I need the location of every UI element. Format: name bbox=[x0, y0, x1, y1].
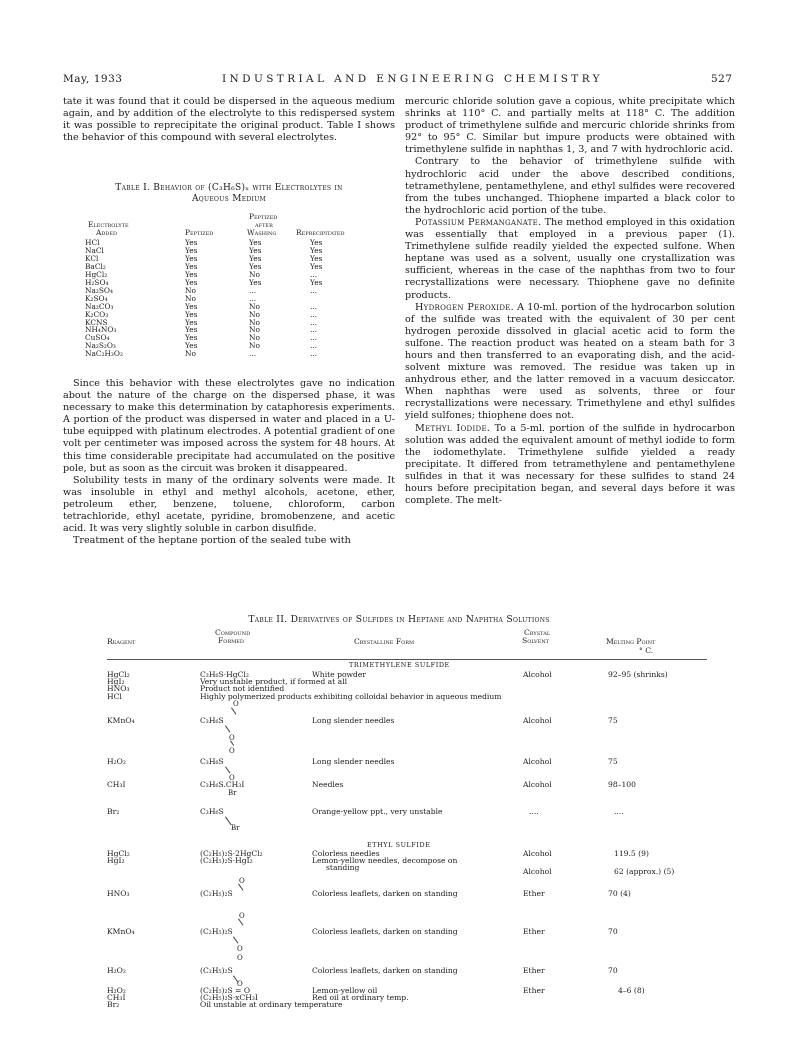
table2-cell-form: Red oil at ordinary temp. bbox=[312, 993, 409, 1002]
right-paragraph-1: mercuric chloride solution gave a copious, white precipitate which shrinks at 110° C. and partially melts at 118° C. The addition product of trimethylene sulfide and mercuric chloride shrinks from 92° to 95° C. Similar but impure products were obtained with trimethylene sulfide in naphthas 1, 3, and 7 with hydrochloric acid. bbox=[405, 96, 735, 156]
table1-cell-electrolyte: KCNS bbox=[85, 317, 108, 327]
table1-cell-electrolyte: K₂CO₃ bbox=[85, 309, 109, 319]
table2-note: Product not identified bbox=[200, 684, 285, 694]
table1-cell-reprecipitated: ... bbox=[310, 269, 318, 279]
left-paragraph-2: Since this behavior with these electrolytes gave no indication about the nature of the charge on the dispersed phase, it was necessary to make this determination by cataphoresis experiments. A portion of the product was dispersed in water and placed in a U-tube equipped with platinum electrodes. A potential gradient of one volt per centimeter was imposed across the system for 48 hours. At this time considerable precipitate had accumulated on the positive pole, but as soon as the circuit was broken it disappeared. bbox=[63, 378, 395, 474]
table1-cell-peptized: Yes bbox=[185, 269, 198, 279]
table2-cell-mp: 70 (4) bbox=[608, 889, 631, 898]
table2-body bbox=[63, 628, 743, 1028]
table2-cell-reagent: H₂O₂ bbox=[107, 986, 126, 995]
table2-cell-form: Orange-yellow ppt., very unstable bbox=[312, 807, 443, 816]
table1-cell-peptized-after-washing: Yes bbox=[249, 261, 262, 271]
table2-cell-solvent: Alcohol bbox=[523, 670, 552, 679]
oxygen-atom: O bbox=[239, 912, 245, 920]
table1-cell-peptized: Yes bbox=[185, 261, 198, 271]
oxygen-atom: O bbox=[233, 700, 239, 708]
table2-note: Very unstable product, if formed at all bbox=[200, 677, 348, 687]
table1-cell-peptized: Yes bbox=[185, 341, 198, 351]
left-paragraph-4: Treatment of the heptane portion of the sealed tube with bbox=[73, 535, 351, 547]
table1-cell-peptized-after-washing: No bbox=[249, 301, 260, 311]
oxygen-atom: O bbox=[237, 945, 243, 953]
table1-title bbox=[63, 183, 395, 205]
table1-header-peptized: Peptized bbox=[185, 228, 214, 237]
oxygen-atom: O bbox=[229, 747, 235, 755]
table1-cell-reprecipitated: ... bbox=[310, 317, 318, 327]
table2-cell-form: Colorless leaflets, darken on standing bbox=[312, 889, 458, 898]
table1-header-reprecipitated: Reprecipitated bbox=[296, 228, 345, 237]
table1-cell-electrolyte: NH₄NO₃ bbox=[85, 325, 117, 335]
bond-line bbox=[225, 766, 230, 773]
table1-cell-reprecipitated: ... bbox=[310, 341, 318, 351]
right-paragraph-3 bbox=[405, 217, 735, 302]
table1-cell-peptized-after-washing: No bbox=[249, 309, 260, 319]
table2-cell-compound: C₃H₆S bbox=[200, 716, 224, 725]
table2-cell-solvent: Ether bbox=[523, 986, 545, 995]
table2-cell-mp: 92–95 (shrinks) bbox=[608, 670, 668, 679]
left-column-bottom bbox=[63, 378, 395, 547]
table2-cell-reagent: Br₂ bbox=[107, 1000, 120, 1010]
table2-cell-compound: C₃H₆S.CH₃I bbox=[200, 780, 245, 789]
table1-cell-reprecipitated: Yes bbox=[310, 253, 323, 263]
table2-cell-reagent: Br₂ bbox=[107, 807, 120, 816]
table2-cell-form: Lemon-yellow needles, decompose on bbox=[312, 856, 458, 865]
bond-line bbox=[233, 936, 238, 943]
hydrogen-peroxide-heading: Hydrogen Peroxide. bbox=[415, 301, 514, 313]
table2-cell-reagent: H₂O₂ bbox=[107, 757, 126, 766]
table2-title: Table II. Derivatives of Sulfides in Heptane and Naphtha Solutions bbox=[248, 614, 550, 625]
table2-cell-solvent: Alcohol bbox=[523, 867, 552, 876]
left-paragraph-3: Solubility tests in many of the ordinary solvents were made. It was insoluble in ethyl and methyl alcohols, acetone, ether, petroleum ether, benzene, toluene, chloroform, carbon tetrachloride, ethyl acetate, pyridine, bromobenzene, and acetic acid. It was very slightly soluble in carbon disulfide. bbox=[63, 474, 395, 535]
table2-header-compound-1: Compound bbox=[215, 628, 251, 637]
table2-cell-solvent: Ether bbox=[523, 966, 545, 975]
table1-cell-electrolyte: K₂SO₄ bbox=[85, 293, 108, 303]
table2-cell-reagent: HCl bbox=[107, 691, 122, 701]
table1 bbox=[63, 211, 395, 361]
table1-cell-peptized: Yes bbox=[185, 245, 198, 255]
table2-header-crystalline: Crystalline Form bbox=[354, 637, 415, 646]
table2-cell-reagent: HgCl₂ bbox=[107, 849, 130, 858]
table2-cell-mp: 119.5 (9) bbox=[614, 849, 649, 858]
table1-cell-peptized-after-washing: No bbox=[249, 269, 260, 279]
table2-cell-solvent: Alcohol bbox=[523, 757, 552, 766]
table2-cell-compound: (C₂H₅)₂S·xCH₃I bbox=[200, 993, 258, 1002]
table2-cell-reagent: HNO₃ bbox=[107, 684, 130, 694]
methyl-iodide-heading: Methyl Iodide. bbox=[415, 422, 491, 434]
table2-cell-reagent: KMnO₄ bbox=[107, 927, 135, 936]
table1-cell-peptized: Yes bbox=[185, 317, 198, 327]
potassium-permanganate-heading: Potassium Permanganate. bbox=[415, 216, 542, 228]
oxygen-atom: O bbox=[237, 954, 243, 962]
table1-cell-peptized: Yes bbox=[185, 333, 198, 343]
table2-cell-mp: 75 bbox=[608, 716, 618, 725]
table2-cell-form: standing bbox=[326, 863, 360, 872]
table2-cell-form: Lemon-yellow oil bbox=[312, 986, 378, 995]
bond-line bbox=[225, 725, 230, 732]
table2-header-crystal-1: Crystal bbox=[524, 628, 551, 637]
table1-cell-electrolyte: Na₂SO₄ bbox=[85, 285, 113, 295]
table1-cell-electrolyte: BaCl₂ bbox=[85, 261, 106, 271]
table1-header-pafter-3: Washing bbox=[247, 228, 277, 237]
oxygen-atom: O bbox=[229, 734, 235, 742]
table2-cell-reagent: HgI₂ bbox=[107, 856, 125, 865]
table2-cell-form: Colorless leaflets, darken on standing bbox=[312, 927, 458, 936]
table1-cell-peptized: Yes bbox=[185, 309, 198, 319]
table2-header-crystal-2: Solvent bbox=[522, 636, 549, 645]
table1-cell-electrolyte: NaCl bbox=[85, 245, 104, 255]
table1-cell-reprecipitated: ... bbox=[310, 325, 318, 335]
table2-cell-compound: (C₂H₅)₂S bbox=[200, 889, 233, 898]
table2-cell-reagent: HgI₂ bbox=[107, 677, 125, 687]
table2-header-mp-2: ° C. bbox=[639, 646, 654, 655]
table1-title-line2: Aqueous Medium bbox=[192, 194, 266, 204]
table1-cell-peptized-after-washing: No bbox=[249, 325, 260, 335]
table1-cell-peptized: Yes bbox=[185, 325, 198, 335]
table2-cell-form: Long slender needles bbox=[312, 757, 395, 766]
table1-cell-peptized: Yes bbox=[185, 238, 198, 247]
table2-cell-compound: (C₂H₅)₂S bbox=[200, 927, 233, 936]
bond-line bbox=[231, 707, 236, 714]
table1-cell-reprecipitated: Yes bbox=[310, 261, 323, 271]
table2-cell-compound: (C₂H₅)₂S·2HgCl₂ bbox=[200, 849, 263, 858]
table2-header-rule bbox=[107, 659, 707, 660]
table1-cell-peptized: Yes bbox=[185, 277, 198, 287]
hydrogen-peroxide-text: A 10-ml. portion of the hydrocarbon solution of the sulfide was treated with the equivalent of 30 per cent hydrogen peroxide dissolved in glacial acetic acid to form the sulfone. The reaction product was heated on a steam bath for 3 hours and then transferred to an evaporating dish, and the acid-solvent mixture was removed. The residue was taken up in anhydrous ether, and the latter removed in a vacuum desiccator. When naphthas were used as solvents, three or four recrystallizations were necessary. Trimethylene and ethyl sulfides yield sulfones; thiophene does not. bbox=[405, 301, 736, 422]
right-paragraph-5 bbox=[405, 423, 735, 508]
table2-cell-mp: 70 bbox=[608, 927, 618, 936]
right-paragraph-4 bbox=[405, 302, 735, 423]
table2-cell-compound: C₃H₆S bbox=[200, 807, 224, 816]
table1-cell-peptized-after-washing: No bbox=[249, 317, 260, 327]
table2-cell-form: Needles bbox=[312, 780, 344, 789]
table2-cell-mp: 75 bbox=[608, 757, 618, 766]
table1-cell-peptized-after-washing: ... bbox=[249, 285, 257, 295]
page-number: 527 bbox=[711, 73, 733, 85]
table1-cell-peptized-after-washing: Yes bbox=[249, 253, 262, 263]
table1-title-line1: Table I. Behavior of (C₃H₆S)ₓ with Electrolytes in bbox=[115, 183, 343, 193]
table1-cell-peptized-after-washing: ... bbox=[249, 349, 257, 359]
table2-cell-form: Colorless leaflets, darken on standing bbox=[312, 966, 458, 975]
table1-cell-electrolyte: HCl bbox=[85, 238, 100, 247]
section-label-trimethylene-sulfide: TRIMETHYLENE SULFIDE bbox=[349, 661, 450, 669]
table2-cell-reagent: CH₃I bbox=[107, 993, 126, 1003]
table1-cell-peptized-after-washing: Yes bbox=[249, 238, 262, 247]
table2-header-mp-1: Melting Point bbox=[606, 637, 656, 646]
left-column-top bbox=[63, 96, 395, 144]
table1-cell-electrolyte: Na₂CO₃ bbox=[85, 301, 114, 311]
table1-cell-electrolyte: KCl bbox=[85, 253, 99, 263]
table1-cell-peptized: Yes bbox=[185, 301, 198, 311]
table1-cell-peptized-after-washing: Yes bbox=[249, 277, 262, 287]
header-date: May, 1933 bbox=[63, 73, 123, 85]
table2-cell-solvent: Alcohol bbox=[523, 849, 552, 858]
table2-cell-compound: (C₂H₅)₂S = O bbox=[200, 986, 251, 995]
table2-note: Highly polymerized products exhibiting colloidal behavior in aqueous medium bbox=[200, 691, 502, 701]
table2-cell-reagent: KMnO₄ bbox=[107, 716, 135, 725]
table2-cell-reagent: HgCl₂ bbox=[107, 670, 130, 679]
table1-cell-reprecipitated: ... bbox=[310, 333, 318, 343]
table2-cell-compound: (C₂H₅)₂S bbox=[200, 966, 233, 975]
table1-cell-peptized: No bbox=[185, 349, 196, 359]
right-paragraph-2: Contrary to the behavior of trimethylene sulfide with hydrochloric acid under the above described conditions, tetramethylene, pentamethylene, and ethyl sulfides were recovered from the tubes unchanged. Thiophene imparted a black color to the hydrochloric acid portion of the tube. bbox=[405, 156, 735, 216]
table2-cell-reagent: H₂O₂ bbox=[107, 966, 126, 975]
table1-cell-electrolyte: Na₂S₂O₃ bbox=[85, 341, 116, 351]
table2-cell-solvent: Alcohol bbox=[523, 780, 552, 789]
table1-cell-electrolyte: H₂SO₄ bbox=[85, 277, 109, 287]
table2-cell-reagent: CH₃I bbox=[107, 780, 126, 789]
oxygen-atom: O bbox=[237, 980, 243, 988]
table1-cell-reprecipitated: Yes bbox=[310, 277, 323, 287]
left-paragraph-1: tate it was found that it could be dispersed in the aqueous medium again, and by addition of the electrolyte to this redispersed system it was possible to reprecipitate the original product. Table I shows the behavior of this compound with several electrolytes. bbox=[63, 96, 395, 144]
table1-header-pafter-1: Peptized bbox=[249, 212, 278, 221]
table2-header-compound-2: Formed bbox=[218, 636, 244, 645]
table2-cell-compound: (C₂H₅)₂S·HgI₂ bbox=[200, 856, 253, 865]
table2-cell-mp: 70 bbox=[608, 966, 618, 975]
oxygen-atom: O bbox=[229, 774, 235, 782]
table2-cell-reagent: HNO₃ bbox=[107, 889, 130, 898]
table2-header-reagent: Reagent bbox=[107, 637, 136, 646]
table1-cell-reprecipitated: Yes bbox=[310, 238, 323, 247]
potassium-permanganate-text: The method employed in this oxidation was essentially that employed in a previous paper (1). Trimethylene sulfide readily yielded the expected sulfone. When heptane was used as a solvent, usually one crystallization was sufficient, whereas in the case of the naphthas from two to four recrystallizations were necessary. Thiophene gave no definite products. bbox=[405, 216, 735, 301]
table1-header-electrolyte: Electrolyte bbox=[88, 220, 129, 229]
table1-cell-peptized-after-washing: No bbox=[249, 333, 260, 343]
table1-cell-peptized-after-washing: Yes bbox=[249, 245, 262, 255]
table1-cell-reprecipitated: ... bbox=[310, 309, 318, 319]
table2-cell-mp: 62 (approx.) (5) bbox=[614, 867, 675, 876]
bromine-atom: Br bbox=[228, 789, 237, 797]
table1-header-added: Added bbox=[96, 228, 118, 237]
table2-cell-solvent: .... bbox=[529, 807, 539, 816]
table1-cell-peptized: Yes bbox=[185, 253, 198, 263]
section-label-ethyl-sulfide: ETHYL SULFIDE bbox=[367, 841, 431, 849]
table2-note: Oil unstable at ordinary temperature bbox=[200, 1000, 343, 1010]
table1-cell-reprecipitated: ... bbox=[310, 349, 318, 359]
table2-cell-mp: .... bbox=[614, 807, 624, 816]
table1-cell-peptized-after-washing: ... bbox=[249, 293, 257, 303]
table2-cell-form: White powder bbox=[312, 670, 367, 679]
table2-cell-solvent: Ether bbox=[523, 889, 545, 898]
table2 bbox=[63, 628, 743, 1028]
oxygen-atom: O bbox=[239, 877, 245, 885]
table2-cell-form: Long slender needles bbox=[312, 716, 395, 725]
table2-cell-mp: 98–100 bbox=[608, 780, 636, 789]
table2-cell-compound: C₃H₆S bbox=[200, 757, 224, 766]
table1-cell-electrolyte: NaC₂H₃O₂ bbox=[85, 349, 123, 359]
methyl-iodide-text: To a 5-ml. portion of the sulfide in hydrocarbon solution was added the equivalent amount of methyl iodide to form the iodomethylate. Trimethylene sulfide yielded a ready precipitate. It differed from tetramethylene and pentamethylene sulfides in that it was necessary for these sulfides to stand 24 hours before precipitation began, and several days before it was complete. The melt- bbox=[405, 422, 736, 507]
table1-header-pafter-2: after bbox=[255, 220, 273, 229]
table1-cell-reprecipitated: ... bbox=[310, 301, 318, 311]
table2-cell-mp: 4–6 (8) bbox=[618, 986, 645, 995]
table1-cell-electrolyte: CuSO₄ bbox=[85, 333, 110, 343]
table1-cell-peptized: No bbox=[185, 285, 196, 295]
table2-cell-solvent: Ether bbox=[523, 927, 545, 936]
table1-cell-reprecipitated: ... bbox=[310, 285, 318, 295]
table1-cell-peptized-after-washing: No bbox=[249, 341, 260, 351]
table2-cell-compound: C₃H₆S·HgCl₂ bbox=[200, 670, 249, 679]
table2-cell-form: Colorless needles bbox=[312, 849, 380, 858]
right-column bbox=[405, 96, 735, 507]
table1-cell-electrolyte: HgCl₂ bbox=[85, 269, 108, 279]
table1-cell-peptized: No bbox=[185, 293, 196, 303]
table2-cell-solvent: Alcohol bbox=[523, 716, 552, 725]
bromine-atom: Br bbox=[231, 824, 240, 832]
journal-title: INDUSTRIAL AND ENGINEERING CHEMISTRY bbox=[222, 73, 604, 85]
table1-cell-reprecipitated: Yes bbox=[310, 245, 323, 255]
